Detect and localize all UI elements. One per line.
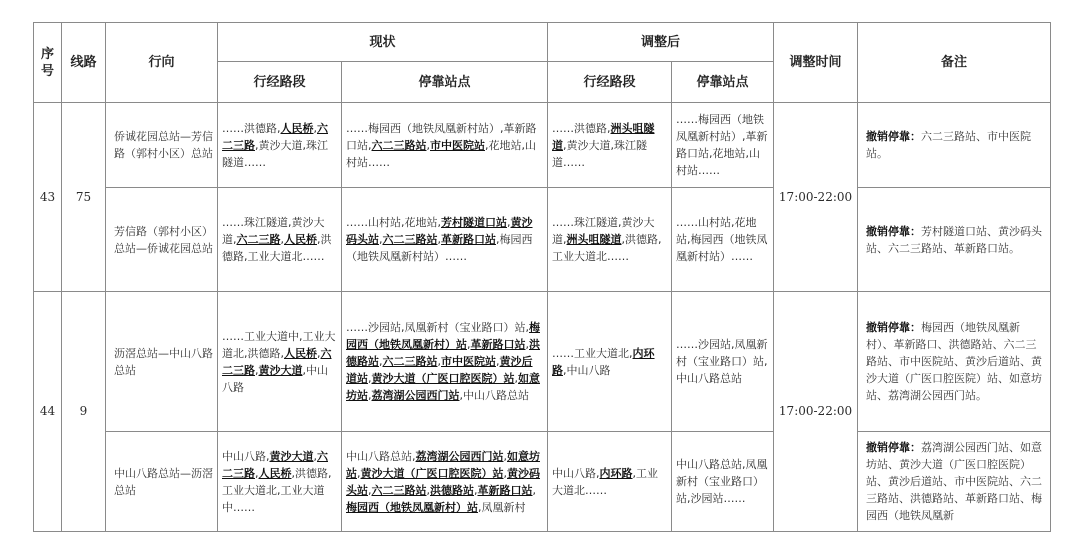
header-adjusted: 调整后 (548, 23, 774, 62)
current-stops-text (346, 319, 543, 404)
table-row (34, 432, 1051, 532)
adjusted-stops-cell (672, 103, 774, 188)
text-segment: ……梅园西（地铁凤凰新村站）,革新路口站, (346, 121, 537, 152)
note-label: 撤销停靠： (866, 224, 922, 238)
text-segment: , (437, 355, 441, 368)
highlighted-segment: 六二三路站 (371, 483, 427, 497)
text-segment: 中山八路, (552, 466, 600, 480)
header-adjusted-stops: 停靠站点 (672, 62, 774, 103)
adjusted-route-cell (548, 432, 672, 532)
highlighted-segment: 革新路口站 (441, 233, 496, 246)
adjusted-route-text (552, 465, 667, 499)
text-segment: , (514, 372, 518, 385)
text-segment: ,梅园西（地铁凤凰新村站）…… (346, 233, 533, 263)
header-current-stops: 停靠站点 (342, 62, 548, 103)
highlighted-segment: 人民桥 (280, 121, 314, 135)
note-label: 撤销停靠： (866, 441, 922, 454)
direction-cell: 侨诚花园总站—芳信路（郭村小区）总站 (106, 103, 218, 188)
current-stops-cell (342, 432, 548, 532)
text-segment: , (357, 466, 361, 480)
adjusted-route-cell (548, 188, 672, 292)
bus-adjustment-table (33, 22, 1051, 532)
adjusted-stops-cell (672, 292, 774, 432)
text-segment: , (317, 346, 321, 360)
text-segment: ……山村站,花地站, (346, 216, 441, 229)
adjusted-route-cell (548, 103, 672, 188)
note-text: 梅园西（地铁凤凰新村）、革新路口、洪德路站、六二三路站、市中医院站、黄沙后道站、黄沙大道（广医口腔医院）站、如意坊站、荔湾湖公园西门站。 (866, 321, 1043, 402)
table-row (34, 103, 1051, 188)
highlighted-segment: 六二三路站 (371, 138, 427, 152)
line-cell: 75 (62, 103, 106, 292)
adjusted-stops-text (676, 111, 769, 179)
highlighted-segment: 如意坊站 (346, 449, 540, 480)
current-stops-text (346, 120, 543, 171)
highlighted-segment: 如意坊站 (346, 372, 540, 402)
current-stops-text (346, 214, 543, 265)
text-segment: ,中山八路 (222, 363, 328, 394)
adjusted-stops-cell (672, 432, 774, 532)
text-segment: ,工业大道北…… (552, 466, 659, 497)
highlighted-segment: 六二三路站 (382, 233, 438, 246)
header-note: 备注 (858, 23, 1051, 103)
adjusted-stops-cell (672, 188, 774, 292)
current-route-text (222, 214, 337, 265)
text-segment: ,洪德路,工业大道北…… (552, 233, 662, 263)
highlighted-segment: 内环路 (552, 346, 655, 377)
text-segment: ,中山八路 (563, 363, 611, 377)
text-segment: , (474, 483, 478, 497)
highlighted-segment: 洲头咀隧道 (552, 121, 655, 152)
current-route-cell (218, 292, 342, 432)
highlighted-segment: 黄沙码头站 (346, 466, 540, 497)
text-segment: , (379, 233, 383, 246)
highlighted-segment: 荔湾湖公园西门站 (415, 449, 504, 463)
highlighted-segment: 六二三路 (236, 233, 281, 246)
text-segment: , (368, 372, 372, 385)
highlighted-segment: 人民桥 (284, 346, 317, 360)
text-segment: , (379, 355, 383, 368)
current-route-cell (218, 188, 342, 292)
text-segment: ……珠江隧道,黄沙大道, (552, 216, 655, 246)
text-segment: , (426, 138, 430, 152)
adjusted-stops-text (676, 214, 769, 265)
highlighted-segment: 六二三路 (222, 121, 328, 152)
text-segment: , (532, 483, 536, 497)
adjusted-stops-text (676, 336, 769, 387)
text-segment: , (525, 338, 529, 351)
text-segment: , (503, 466, 507, 480)
highlighted-segment: 梅园西（地铁凤凰新村）站 (346, 500, 478, 514)
text-segment: , (507, 216, 511, 229)
adjusted-route-text (552, 214, 667, 265)
direction-cell: 沥滘总站—中山八路总站 (106, 292, 218, 432)
highlighted-segment: 黄沙码头站 (346, 216, 533, 246)
highlighted-segment: 革新路口站 (470, 338, 526, 351)
note-cell (858, 188, 1051, 292)
time-cell: 17:00-22:00 (774, 292, 858, 532)
text-segment: , (467, 338, 471, 351)
text-segment: ,凤凰新村 (478, 500, 526, 514)
adjusted-route-text (552, 120, 667, 171)
text-segment: ……洪德路, (222, 121, 281, 135)
highlighted-segment: 梅园西（地铁凤凰新村）站 (346, 321, 540, 351)
note-cell (858, 103, 1051, 188)
header-current-route: 行经路段 (218, 62, 342, 103)
header-time: 调整时间 (774, 23, 858, 103)
note-label: 撤销停靠： (866, 321, 922, 334)
current-route-text (222, 120, 337, 171)
note-cell (858, 432, 1051, 532)
text-segment: , (280, 233, 284, 246)
highlighted-segment: 黄沙大道（广医口腔医院）站 (360, 466, 504, 480)
text-segment: ……洪德路, (552, 121, 611, 135)
note-text: 六二三路站、市中医院站。 (866, 130, 1032, 160)
text-segment: ,中山八路总站 (459, 389, 529, 402)
current-stops-cell (342, 188, 548, 292)
current-stops-cell (342, 103, 548, 188)
highlighted-segment: 革新路口站 (477, 483, 533, 497)
text-segment: ,洪德路,工业大道北,工业大道中…… (222, 466, 332, 514)
highlighted-segment: 市中医院站 (441, 355, 496, 368)
adjusted-route-text (552, 345, 667, 379)
highlighted-segment: 六二三路站 (382, 355, 438, 368)
text-segment: 中山八路总站,凤凰新村（宝业路口）站,沙园站…… (676, 458, 768, 505)
text-segment: , (313, 121, 317, 135)
seq-cell: 43 (34, 103, 62, 292)
highlighted-segment: 洲头咀隧道 (566, 233, 622, 246)
note-text: 芳村隧道口站、黄沙码头站、六二三路站、革新路口站。 (866, 224, 1043, 255)
highlighted-segment: 黄沙大道（广医口腔医院）站 (371, 372, 515, 385)
current-stops-cell (342, 292, 548, 432)
text-segment: , (426, 483, 430, 497)
highlighted-segment: 人民桥 (258, 466, 292, 480)
highlighted-segment: 人民桥 (284, 233, 317, 246)
header-seq: 序号 (34, 23, 62, 103)
header-current: 现状 (218, 23, 548, 62)
highlighted-segment: 芳村隧道口站 (441, 216, 507, 229)
text-segment: ,黄沙大道,珠江隧道…… (222, 138, 328, 169)
highlighted-segment: 洪德路站 (430, 483, 474, 497)
text-segment: ……工业大道北, (552, 346, 633, 360)
text-segment: 中山八路总站, (346, 449, 416, 463)
note-cell (858, 292, 1051, 432)
text-segment: ……山村站,花地站,梅园西（地铁凤凰新村站）…… (676, 216, 768, 263)
table-row (34, 188, 1051, 292)
highlighted-segment: 内环路 (599, 466, 633, 480)
highlighted-segment: 洪德路站 (346, 338, 540, 368)
header-line: 线路 (62, 23, 106, 103)
text-segment: , (437, 233, 441, 246)
text-segment: ……沙园站,凤凰新村（宝业路口）站,中山八路总站 (676, 338, 768, 385)
current-route-cell (218, 432, 342, 532)
highlighted-segment: 荔湾湖公园西门站 (371, 389, 460, 402)
direction-cell: 芳信路（郭村小区）总站—侨诚花园总站 (106, 188, 218, 292)
table-row (34, 292, 1051, 432)
header-adjusted-route: 行经路段 (548, 62, 672, 103)
text-segment: , (368, 483, 372, 497)
text-segment: , (313, 449, 317, 463)
highlighted-segment: 黄沙大道 (258, 363, 303, 377)
current-route-cell (218, 103, 342, 188)
text-segment: 中山八路, (222, 449, 270, 463)
highlighted-segment: 黄沙后道站 (346, 355, 533, 385)
direction-cell: 中山八路总站—沥滘总站 (106, 432, 218, 532)
current-route-text (222, 448, 337, 516)
highlighted-segment: 六二三路 (222, 449, 328, 480)
text-segment: , (368, 389, 372, 402)
text-segment: ,黄沙大道,珠江隧道…… (552, 138, 648, 169)
highlighted-segment: 六二三路 (222, 346, 332, 377)
text-segment: ,花地站,山村站…… (346, 138, 536, 169)
seq-cell: 44 (34, 292, 62, 532)
text-segment: ……工业大道中,工业大道北,洪德路, (222, 329, 336, 360)
text-segment: , (255, 363, 259, 377)
note-text: 荔湾湖公园西门站、如意坊站、黄沙大道（广医口腔医院）站、黄沙后道站、市中医院站、六二三路站、洪德路站、革新路口站、梅园西（地铁凤凰新 (866, 441, 1043, 522)
text-segment: ,洪德路,工业大道北…… (222, 233, 332, 263)
highlighted-segment: 黄沙大道 (269, 449, 314, 463)
text-segment: ……梅园西（地铁凤凰新村站）,革新路口站,花地站,山村站…… (676, 113, 768, 177)
text-segment: , (496, 355, 500, 368)
time-cell: 17:00-22:00 (774, 103, 858, 292)
current-stops-text (346, 448, 543, 516)
adjusted-stops-text (676, 456, 769, 507)
note-label: 撤销停靠： (866, 130, 922, 143)
current-route-text (222, 328, 337, 396)
text-segment: , (503, 449, 507, 463)
highlighted-segment: 市中医院站 (430, 138, 485, 152)
line-cell: 9 (62, 292, 106, 532)
adjusted-route-cell (548, 292, 672, 432)
text-segment: ……珠江隧道,黄沙大道, (222, 216, 325, 246)
text-segment: ……沙园站,凤凰新村（宝业路口）站, (346, 321, 529, 334)
text-segment: , (255, 466, 259, 480)
header-direction: 行向 (106, 23, 218, 103)
